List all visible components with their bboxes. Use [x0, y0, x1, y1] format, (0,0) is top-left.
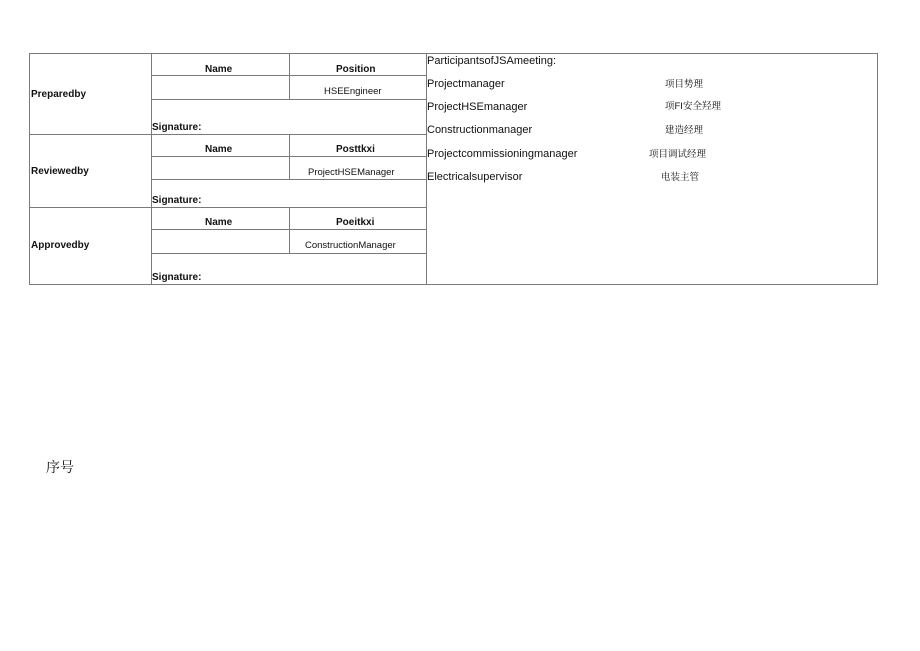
- prepared-col-divider: [289, 53, 290, 100]
- participant-cn-4: 项目调试经理: [649, 149, 707, 160]
- approved-position-value: ConstructionManager: [305, 240, 396, 251]
- participant-en-4: Projectcommissioningmanager: [427, 148, 578, 160]
- serial-number-label: 序号: [46, 459, 74, 475]
- reviewed-signature-label: Signature:: [152, 195, 202, 206]
- participant-en-2: ProjectHSEmanager: [427, 101, 528, 113]
- approved-name-header: Name: [205, 217, 233, 228]
- participant-en-3: Constructionmanager: [427, 124, 533, 136]
- prepared-name-header: Name: [205, 64, 233, 75]
- row-divider-reviewed: [29, 134, 427, 135]
- participant-cn-2: 项FI安全羟理: [665, 101, 721, 112]
- column-divider-labels: [151, 53, 152, 285]
- prepared-by-label: Preparedby: [31, 89, 87, 100]
- prepared-position-header: Position: [336, 64, 376, 75]
- participant-cn-5: 电装主管: [661, 172, 700, 183]
- participant-cn-3: 建造经理: [665, 125, 704, 136]
- approved-position-header: Poeitkxi: [336, 217, 375, 228]
- participants-heading: ParticipantsofJSAmeeting:: [427, 55, 557, 67]
- reviewed-col-divider: [289, 134, 290, 180]
- participant-en-1: Projectmanager: [427, 78, 505, 90]
- reviewed-position-value: ProjectHSEManager: [308, 167, 395, 178]
- participant-en-5: Electricalsupervisor: [427, 171, 523, 183]
- approved-by-label: Approvedby: [31, 240, 90, 251]
- reviewed-by-label: Reviewedby: [31, 166, 89, 177]
- approved-signature-label: Signature:: [152, 272, 202, 283]
- approved-col-divider: [289, 207, 290, 254]
- row-divider-approved: [29, 207, 427, 208]
- prepared-signature-label: Signature:: [152, 122, 202, 133]
- participant-cn-1: 项目势理: [665, 79, 704, 90]
- reviewed-name-header: Name: [205, 144, 233, 155]
- reviewed-position-header: Posttkxi: [336, 144, 375, 155]
- prepared-position-value: HSEEngineer: [324, 86, 382, 97]
